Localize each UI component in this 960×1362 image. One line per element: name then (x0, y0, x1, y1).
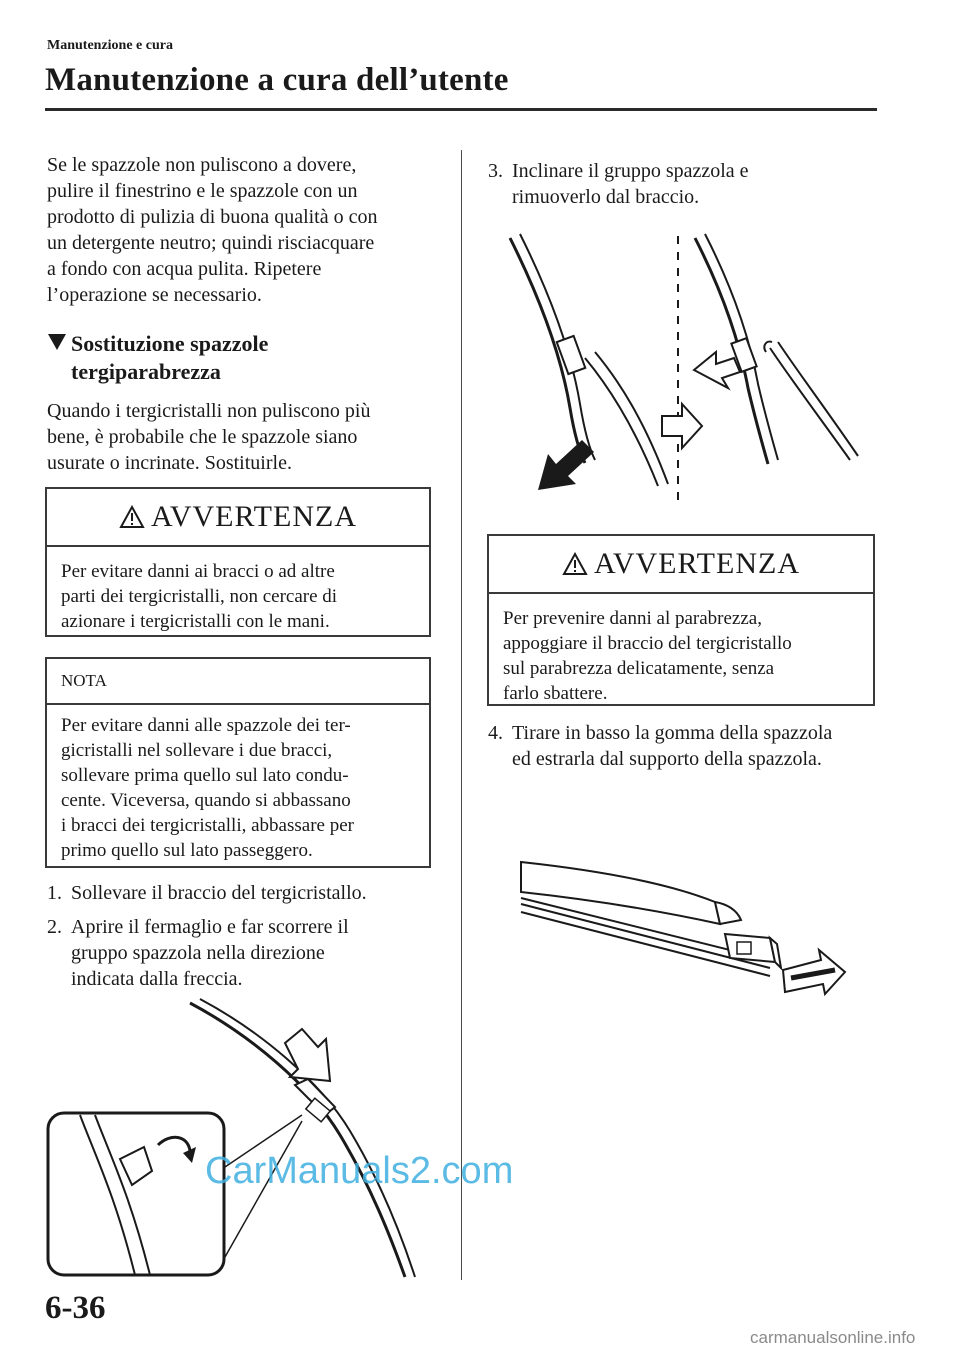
source-mark-text: carmanualsonline.info (750, 1328, 916, 1347)
step-text: indicata dalla freccia. (71, 968, 243, 990)
text-line: parti dei tergicristalli, non cercare di (61, 586, 338, 607)
text-line: gicristalli nel sollevare i due bracci, (61, 740, 333, 761)
step-text: Tirare in basso la gomma della spazzola (512, 722, 833, 744)
step-number: 4. (488, 722, 503, 744)
warning-box (45, 487, 431, 637)
step-3 (488, 158, 888, 210)
clip-release-illustration (40, 995, 450, 1280)
text-line: pulire il finestrino e le spazzole con un (47, 180, 358, 202)
warning-title: AVVERTENZA (151, 500, 357, 533)
warning-text (489, 594, 873, 718)
step-number: 2. (47, 916, 62, 938)
rubber-removal-illustration (515, 852, 855, 1002)
watermark-text: CarManuals2.com (205, 1150, 514, 1192)
text-line: i bracci dei tergicristalli, abbassare per (61, 815, 354, 836)
section-label: Manutenzione e cura (47, 38, 173, 53)
page-number: 6-36 (45, 1290, 106, 1326)
step-number: 1. (47, 882, 62, 904)
step-text: rimuoverlo dal braccio. (512, 186, 700, 208)
warning-text (47, 547, 429, 646)
step-4 (488, 720, 898, 772)
column-divider (461, 150, 462, 1280)
note-header (47, 659, 429, 705)
text-line: un detergente neutro; quindi risciacquare (47, 232, 375, 254)
intro-paragraph (47, 152, 447, 308)
step-text: ed estrarla dal supporto della spazzola. (512, 748, 822, 770)
text-line: appoggiare il braccio del tergicristallo (503, 633, 792, 654)
text-line: Per prevenire danni al parabrezza, (503, 608, 762, 629)
text-line: bene, è probabile che le spazzole siano (47, 426, 358, 448)
text-line: Quando i tergicristalli non puliscono più (47, 400, 371, 422)
text-line: sul parabrezza delicatamente, senza (503, 658, 775, 679)
step-text: Sollevare il braccio del tergicristallo. (71, 882, 367, 904)
step-text: gruppo spazzola nella direzione (71, 942, 325, 964)
warning-title: AVVERTENZA (594, 547, 800, 580)
triangle-bullet-icon (47, 331, 67, 351)
step-number: 3. (488, 160, 503, 182)
warning-header (489, 536, 873, 594)
page-title: Manutenzione a cura dell’utente (45, 62, 509, 98)
blade-removal-illustration (490, 228, 880, 503)
subheading-wiper-replacement (47, 330, 268, 386)
text-line: farlo sbattere. (503, 683, 608, 704)
replacement-paragraph (47, 398, 447, 476)
text-line: Per evitare danni ai bracci o ad altre (61, 561, 335, 582)
note-text (47, 705, 429, 875)
text-line: a fondo con acqua pulita. Ripetere (47, 258, 322, 280)
text-line: l’operazione se necessario. (47, 284, 262, 306)
title-rule (45, 108, 877, 111)
text-line: prodotto di pulizia di buona qualità o con (47, 206, 378, 228)
warning-icon (119, 505, 145, 529)
step-text: Inclinare il gruppo spazzola e (512, 160, 749, 182)
text-line: usurate o incrinate. Sostituirle. (47, 452, 292, 474)
subheading-line: tergiparabrezza (71, 359, 221, 384)
text-line: primo quello sul lato passeggero. (61, 840, 313, 861)
step-1 (47, 880, 447, 906)
text-line: Se le spazzole non puliscono a dovere, (47, 154, 357, 176)
text-line: cente. Viceversa, quando si abbassano (61, 790, 351, 811)
text-line: sollevare prima quello sul lato condu- (61, 765, 349, 786)
subheading-line: Sostituzione spazzole (71, 331, 269, 356)
warning-icon (562, 552, 588, 576)
note-box (45, 657, 431, 868)
step-2 (47, 914, 447, 992)
warning-box-2 (487, 534, 875, 706)
step-text: Aprire il fermaglio e far scorrere il (71, 916, 349, 938)
warning-header (47, 489, 429, 547)
text-line: azionare i tergicristalli con le mani. (61, 611, 330, 632)
note-title: NOTA (61, 671, 107, 690)
text-line: Per evitare danni alle spazzole dei ter- (61, 715, 351, 736)
